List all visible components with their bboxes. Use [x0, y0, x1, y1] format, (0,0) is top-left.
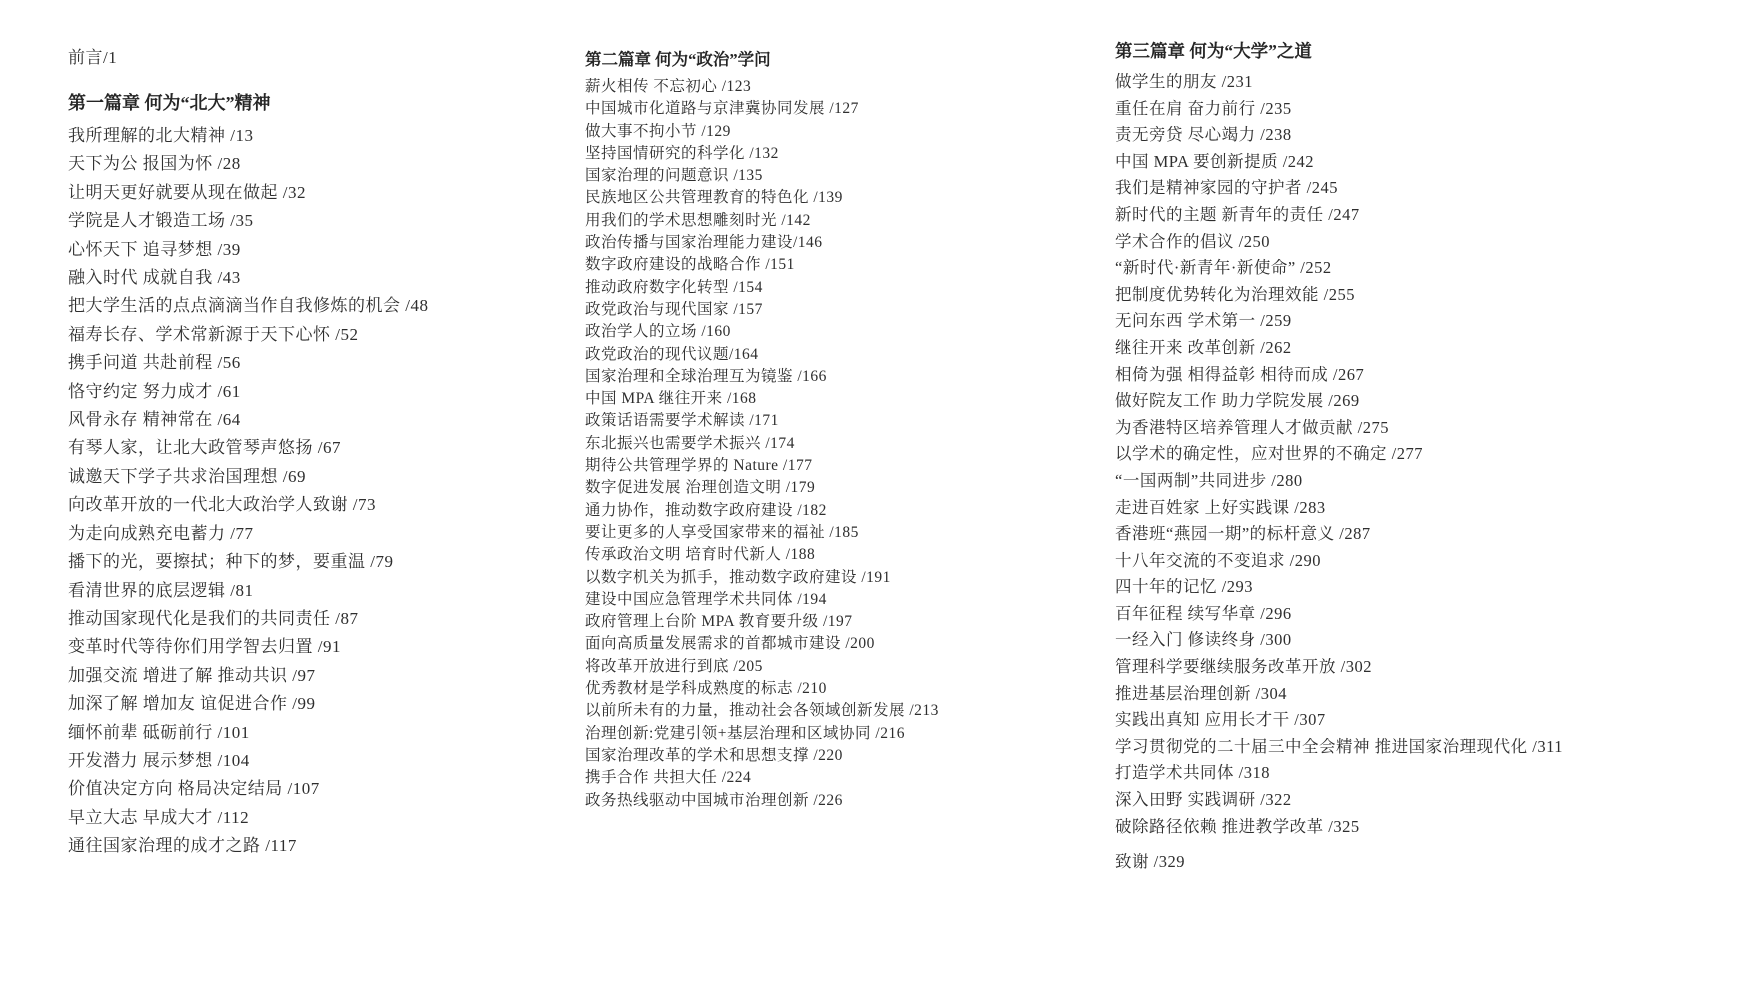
toc-entry: 以学术的确定性，应对世界的不确定 /277 — [1115, 444, 1423, 464]
toc-entry: 政党政治的现代议题/164 — [585, 345, 759, 363]
toc-entry: 政策话语需要学术解读 /171 — [585, 412, 779, 430]
toc-entry: 传承政治文明 培育时代新人 /188 — [585, 546, 816, 564]
chapter-1-entry-list — [68, 122, 558, 861]
toc-column-3 — [1115, 40, 1695, 876]
toc-entry: 我们是精神家园的守护者 /245 — [1115, 178, 1338, 198]
toc-entry: 心怀天下 追寻梦想 /39 — [68, 239, 241, 259]
toc-entry: 以数字机关为抓手，推动数字政府建设 /191 — [585, 568, 891, 586]
toc-entry: 通往国家治理的成才之路 /117 — [68, 836, 297, 856]
toc-entry: 优秀教材是学科成熟度的标志 /210 — [585, 680, 827, 698]
toc-entry: 政治传播与国家治理能力建设/146 — [585, 234, 823, 252]
toc-entry: 融入时代 成就自我 /43 — [68, 268, 241, 288]
toc-entry: 缅怀前辈 砥砺前行 /101 — [68, 722, 250, 742]
toc-entry: 诚邀天下学子共求治国理想 /69 — [68, 466, 306, 486]
toc-entry: 以前所未有的力量，推动社会各领域创新发展 /213 — [585, 702, 939, 720]
toc-entry: 一经入门 修读终身 /300 — [1115, 630, 1292, 650]
toc-entry: 学术合作的倡议 /250 — [1115, 231, 1270, 251]
toc-entry: 数字促进发展 治理创造文明 /179 — [585, 479, 816, 497]
toc-entry: 管理科学要继续服务改革开放 /302 — [1115, 657, 1372, 677]
toc-entry: 期待公共管理学界的 Nature /177 — [585, 457, 813, 475]
toc-entry: “一国两制”共同进步 /280 — [1115, 470, 1303, 490]
toc-column-2 — [585, 50, 1095, 812]
toc-entry: 学院是人才锻造工场 /35 — [68, 211, 254, 231]
toc-entry: 深入田野 实践调研 /322 — [1115, 790, 1292, 810]
toc-entry: 无问东西 学术第一 /259 — [1115, 311, 1292, 331]
toc-entry: 中国 MPA 继往开来 /168 — [585, 390, 757, 408]
toc-entry: 早立大志 早成大才 /112 — [68, 807, 250, 827]
toc-entry: 携手问道 共赴前程 /56 — [68, 353, 241, 373]
toc-entry: 开发潜力 展示梦想 /104 — [68, 750, 250, 770]
toc-entry: 十八年交流的不变追求 /290 — [1115, 550, 1321, 570]
toc-entry: “新时代·新青年·新使命” /252 — [1115, 258, 1332, 278]
toc-entry: 相倚为强 相得益彰 相待而成 /267 — [1115, 364, 1365, 384]
toc-entry: 恪守约定 努力成才 /61 — [68, 381, 241, 401]
toc-entry: 用我们的学术思想雕刻时光 /142 — [585, 211, 811, 229]
toc-entry: 学习贯彻党的二十届三中全会精神 推进国家治理现代化 /311 — [1115, 736, 1563, 756]
toc-entry: 责无旁贷 尽心竭力 /238 — [1115, 125, 1292, 145]
toc-entry: 坚持国情研究的科学化 /132 — [585, 144, 779, 162]
toc-entry: 把制度优势转化为治理效能 /255 — [1115, 284, 1355, 304]
toc-entry: 国家治理的问题意识 /135 — [585, 167, 763, 185]
toc-entry: 重任在肩 奋力前行 /235 — [1115, 98, 1292, 118]
toc-entry: 为香港特区培养管理人才做贡献 /275 — [1115, 417, 1389, 437]
preface-entry: 前言/1 — [68, 48, 118, 67]
toc-entry: 播下的光，要擦拭；种下的梦，要重温 /79 — [68, 552, 394, 572]
toc-entry: 民族地区公共管理教育的特色化 /139 — [585, 189, 843, 207]
toc-entry: 把大学生活的点点滴滴当作自我修炼的机会 /48 — [68, 296, 429, 316]
toc-entry: 加深了解 增加友 谊促进合作 /99 — [68, 694, 316, 714]
toc-entry: 国家治理和全球治理互为镜鉴 /166 — [585, 367, 827, 385]
toc-entry: 东北振兴也需要学术振兴 /174 — [585, 434, 795, 452]
toc-entry: 治理创新:党建引领+基层治理和区域协同 /216 — [585, 724, 905, 742]
toc-entry: 要让更多的人享受国家带来的福祉 /185 — [585, 523, 859, 541]
toc-entry: 做大事不拘小节 /129 — [585, 122, 731, 140]
toc-entry: 打造学术共同体 /318 — [1115, 763, 1270, 783]
toc-entry: 政治学人的立场 /160 — [585, 323, 731, 341]
toc-entry: 推动国家现代化是我们的共同责任 /87 — [68, 608, 359, 628]
acknowledgement-entry: 致谢 /329 — [1115, 852, 1185, 872]
toc-entry: 四十年的记忆 /293 — [1115, 577, 1253, 597]
toc-entry: 推动政府数字化转型 /154 — [585, 278, 763, 296]
toc-entry: 做好院友工作 助力学院发展 /269 — [1115, 391, 1360, 411]
chapter-3-entry-list — [1115, 69, 1695, 840]
toc-entry: 面向高质量发展需求的首都城市建设 /200 — [585, 635, 875, 653]
toc-entry: 我所理解的北大精神 /13 — [68, 126, 254, 145]
toc-entry: 让明天更好就要从现在做起 /32 — [68, 182, 306, 202]
toc-entry: 做学生的朋友 /231 — [1115, 72, 1253, 91]
toc-entry: 薪火相传 不忘初心 /123 — [585, 78, 752, 95]
toc-entry: 变革时代等待你们用学智去归置 /91 — [68, 637, 341, 657]
toc-entry: 走进百姓家 上好实践课 /283 — [1115, 497, 1326, 517]
chapter-1-heading: 第一篇章 何为“北大”精神 — [68, 93, 271, 113]
toc-entry: 通力协作，推动数字政府建设 /182 — [585, 501, 827, 519]
toc-entry: 香港班“燕园一期”的标杆意义 /287 — [1115, 524, 1371, 544]
toc-entry: 实践出真知 应用长才干 /307 — [1115, 710, 1326, 730]
toc-entry: 百年征程 续写华章 /296 — [1115, 603, 1292, 623]
toc-entry: 将改革开放进行到底 /205 — [585, 657, 763, 675]
chapter-3-heading: 第三篇章 何为“大学”之道 — [1115, 41, 1312, 61]
toc-entry: 继往开来 改革创新 /262 — [1115, 337, 1292, 357]
toc-entry: 风骨永存 精神常在 /64 — [68, 410, 241, 430]
toc-entry: 新时代的主题 新青年的责任 /247 — [1115, 204, 1360, 224]
toc-entry: 有琴人家，让北大政管琴声悠扬 /67 — [68, 438, 341, 458]
toc-entry: 看清世界的底层逻辑 /81 — [68, 580, 254, 600]
toc-entry: 破除路径依赖 推进教学改革 /325 — [1115, 816, 1360, 836]
chapter-2-entry-list — [585, 76, 1095, 812]
toc-entry: 加强交流 增进了解 推动共识 /97 — [68, 665, 316, 685]
toc-entry: 数字政府建设的战略合作 /151 — [585, 256, 795, 274]
toc-entry: 为走向成熟充电蓄力 /77 — [68, 523, 254, 543]
toc-entry: 福寿长存、学术常新源于天下心怀 /52 — [68, 324, 359, 344]
toc-entry: 建设中国应急管理学术共同体 /194 — [585, 590, 827, 608]
toc-entry: 中国 MPA 要创新提质 /242 — [1115, 151, 1315, 171]
toc-entry: 价值决定方向 格局决定结局 /107 — [68, 779, 320, 799]
chapter-2-heading: 第二篇章 何为“政治”学问 — [585, 50, 771, 69]
toc-entry: 携手合作 共担大任 /224 — [585, 769, 752, 787]
toc-entry: 政党政治与现代国家 /157 — [585, 300, 763, 318]
toc-entry: 国家治理改革的学术和思想支撑 /220 — [585, 746, 843, 764]
toc-entry: 推进基层治理创新 /304 — [1115, 683, 1287, 703]
toc-entry: 政务热线驱动中国城市治理创新 /226 — [585, 791, 843, 809]
toc-entry: 天下为公 报国为怀 /28 — [68, 154, 241, 174]
toc-entry: 中国城市化道路与京津冀协同发展 /127 — [585, 100, 859, 118]
toc-entry: 政府管理上台阶 MPA 教育要升级 /197 — [585, 613, 853, 631]
toc-entry: 向改革开放的一代北大政治学人致谢 /73 — [68, 495, 376, 515]
toc-column-1 — [68, 48, 558, 861]
